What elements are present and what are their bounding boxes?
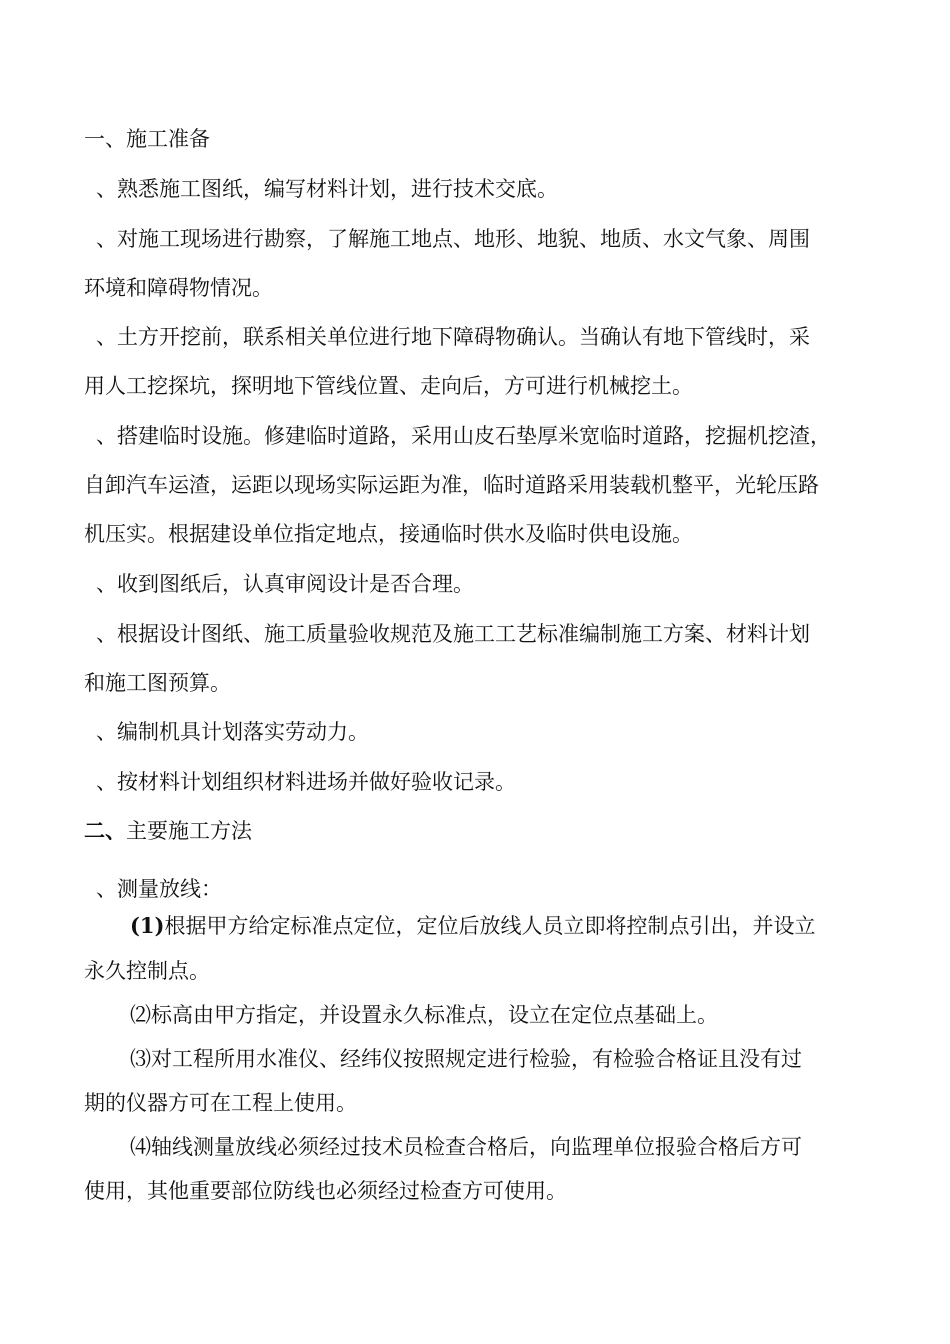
s2-item-3-line-1 bbox=[130, 1046, 802, 1072]
s2-item-1-line-2: 永久控制点。 bbox=[84, 959, 210, 983]
section-2-heading bbox=[84, 818, 252, 844]
s2-item-4-text: 轴线测量放线必须经过技术员检查合格后，向监理单位报验合格后方可 bbox=[151, 1135, 802, 1159]
s1-item-3-line-1: 、土方开挖前，联系相关单位进行地下障碍物确认。当确认有地下管线时，采 bbox=[96, 325, 810, 349]
s1-item-6-line-1: 、根据设计图纸、施工质量验收规范及施工工艺标准编制施工方案、材料计划 bbox=[96, 622, 810, 646]
s1-item-2-line-2: 环境和障碍物情况。 bbox=[84, 276, 273, 300]
s1-item-6-line-2: 和施工图预算。 bbox=[84, 671, 231, 695]
s2-item-4-marker: ⑷ bbox=[130, 1135, 151, 1159]
s1-item-4-line-3: 机压实。根据建设单位指定地点，接通临时供水及临时供电设施。 bbox=[84, 522, 693, 546]
s2-item-2-line-1 bbox=[130, 1002, 718, 1028]
s1-item-4-line-1: 、搭建临时设施。修建临时道路，采用山皮石垫厚米宽临时道路，挖掘机挖渣， bbox=[96, 424, 831, 448]
s2-item-1-marker: (1) bbox=[130, 913, 165, 938]
s2-item-2-text: 标高由甲方指定，并设置永久标准点，设立在定位点基础上。 bbox=[151, 1003, 718, 1027]
s1-item-4-line-2: 自卸汽车运渣，运距以现场实际运距为准，临时道路采用装载机整平，光轮压路 bbox=[84, 473, 819, 497]
s1-item-5-line-1: 、收到图纸后，认真审阅设计是否合理。 bbox=[96, 572, 474, 596]
section-2-heading-text: 主要施工方法 bbox=[126, 819, 252, 843]
section-2-heading-prefix: 二、 bbox=[84, 818, 126, 843]
s2-item-1-line-1 bbox=[130, 913, 815, 939]
s1-item-7-line-1: 、编制机具计划落实劳动力。 bbox=[96, 720, 369, 744]
s2-item-3-line-2: 期的仪器方可在工程上使用。 bbox=[84, 1091, 357, 1115]
section-1-heading: 一、施工准备 bbox=[84, 127, 210, 151]
s2-subheading: 、测量放线： bbox=[96, 877, 222, 901]
s2-item-4-line-1 bbox=[130, 1134, 802, 1160]
s2-item-4-line-2: 使用，其他重要部位防线也必须经过检查方可使用。 bbox=[84, 1179, 567, 1203]
s2-item-3-marker: ⑶ bbox=[130, 1047, 151, 1071]
s2-item-2-marker: ⑵ bbox=[130, 1003, 151, 1027]
s1-item-1-line-1: 、熟悉施工图纸，编写材料计划，进行技术交底。 bbox=[96, 177, 558, 201]
s2-item-3-text: 对工程所用水准仪、经纬仪按照规定进行检验，有检验合格证且没有过 bbox=[151, 1047, 802, 1071]
s1-item-8-line-1: 、按材料计划组织材料进场并做好验收记录。 bbox=[96, 770, 516, 794]
s1-item-3-line-2: 用人工挖探坑，探明地下管线位置、走向后，方可进行机械挖土。 bbox=[84, 374, 693, 398]
s1-item-2-line-1: 、对施工现场进行勘察，了解施工地点、地形、地貌、地质、水文气象、周围 bbox=[96, 227, 810, 251]
s2-item-1-text: 根据甲方给定标准点定位，定位后放线人员立即将控制点引出，并设立 bbox=[164, 914, 816, 938]
